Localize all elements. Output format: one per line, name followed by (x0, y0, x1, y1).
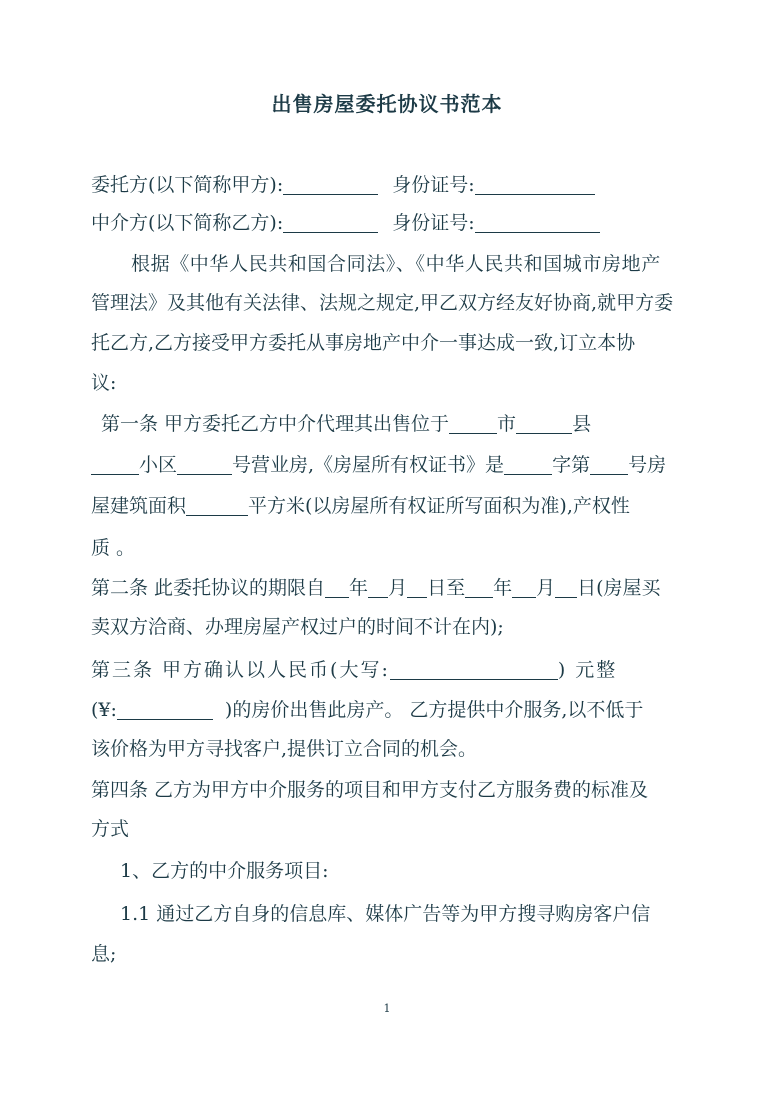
preamble-line-4: 议: (91, 372, 117, 394)
day-label-2: 日(房屋买 (577, 577, 661, 599)
preamble-line-2: 管理法》及其他有关法律、法规之规定,甲乙双方经友好协商,就甲方委 (91, 292, 674, 314)
city-label: 市 (497, 413, 517, 435)
yuan-label: ) 元整 (557, 659, 618, 681)
end-day-blank[interactable] (555, 577, 577, 598)
price-in-words-blank[interactable] (390, 659, 558, 680)
article-2-line-2: 卖双方洽商、办理房屋产权过户的时间不计在内); (91, 616, 504, 638)
community-blank[interactable] (91, 454, 139, 475)
county-label: 县 (572, 413, 592, 435)
article-1-line-4: 质 。 (91, 537, 136, 559)
agent-name-blank[interactable] (283, 212, 378, 233)
client-id-blank[interactable] (475, 174, 595, 195)
certificate-prefix-blank[interactable] (504, 454, 552, 475)
article-1-line-3 (91, 492, 686, 520)
area-label: 屋建筑面积 (91, 495, 187, 517)
area-text: 平方米(以房屋所有权证所写面积为准),产权性 (248, 495, 630, 517)
house-label: 号房 (628, 454, 667, 476)
city-blank[interactable] (449, 413, 497, 434)
article-2-text: 第二条 此委托协议的期限自 (91, 577, 326, 599)
community-label: 小区 (139, 454, 178, 476)
article-1-text: 第一条 甲方委托乙方中介代理其出售位于 (101, 413, 450, 435)
article-2-line-1 (91, 574, 686, 602)
article-4-line-5: 息; (91, 943, 117, 965)
unit-blank[interactable] (177, 454, 232, 475)
agent-id-blank[interactable] (475, 212, 600, 233)
document-title: 出售房屋委托协议书范本 (271, 92, 503, 116)
county-blank[interactable] (516, 413, 572, 434)
end-year-blank[interactable] (465, 577, 493, 598)
year-label: 年 (349, 577, 369, 599)
start-year-blank[interactable] (325, 577, 349, 598)
price-text: )的房价出售此房产。 乙方提供中介服务,以不低于 (224, 699, 644, 721)
certificate-number-blank[interactable] (590, 454, 628, 475)
article-1-line-1 (101, 410, 686, 438)
start-month-blank[interactable] (368, 577, 388, 598)
client-line (91, 171, 686, 199)
certificate-text: 号营业房,《房屋所有权证书》是 (232, 454, 505, 476)
agent-id-label: 身份证号: (392, 212, 475, 234)
agent-label: 中介方(以下简称乙方): (91, 212, 284, 234)
article-4-line-1: 第四条 乙方为甲方中介服务的项目和甲方支付乙方服务费的标准及 (91, 779, 649, 801)
price-number-blank[interactable] (117, 699, 213, 720)
month-label: 月 (388, 577, 408, 599)
article-3-line-3: 该价格为甲方寻找客户,提供订立合同的机会。 (91, 738, 478, 760)
preamble-line-1: 根据《中华人民共和国合同法》、《中华人民共和国城市房地产 (131, 253, 661, 275)
yen-label: (¥: (91, 699, 117, 721)
article-1-line-2 (91, 451, 686, 479)
article-4-line-3: 1、乙方的中介服务项目: (120, 860, 329, 882)
client-label: 委托方(以下简称甲方): (91, 174, 284, 196)
preamble-line-3: 托乙方,乙方接受甲方委托从事房地产中介一事达成一致,订立本协 (91, 332, 636, 354)
agent-line (91, 209, 686, 237)
month-label-2: 月 (536, 577, 556, 599)
client-name-blank[interactable] (283, 174, 378, 195)
end-month-blank[interactable] (512, 577, 536, 598)
day-to-label: 日至 (427, 577, 466, 599)
area-blank[interactable] (186, 495, 248, 516)
start-day-blank[interactable] (407, 577, 427, 598)
article-4-line-4: 1.1 通过乙方自身的信息库、媒体广告等为甲方搜寻购房客户信 (120, 903, 651, 925)
article-3-line-2 (91, 696, 686, 724)
article-4-line-2: 方式 (91, 818, 130, 840)
article-3-line-1 (91, 656, 686, 684)
page-number: 1 (383, 1002, 391, 1015)
certificate-zi-label: 字第 (552, 454, 591, 476)
year-label-2: 年 (493, 577, 513, 599)
article-3-text: 第三条 甲方确认以人民币(大写: (91, 659, 390, 681)
client-id-label: 身份证号: (392, 174, 475, 196)
